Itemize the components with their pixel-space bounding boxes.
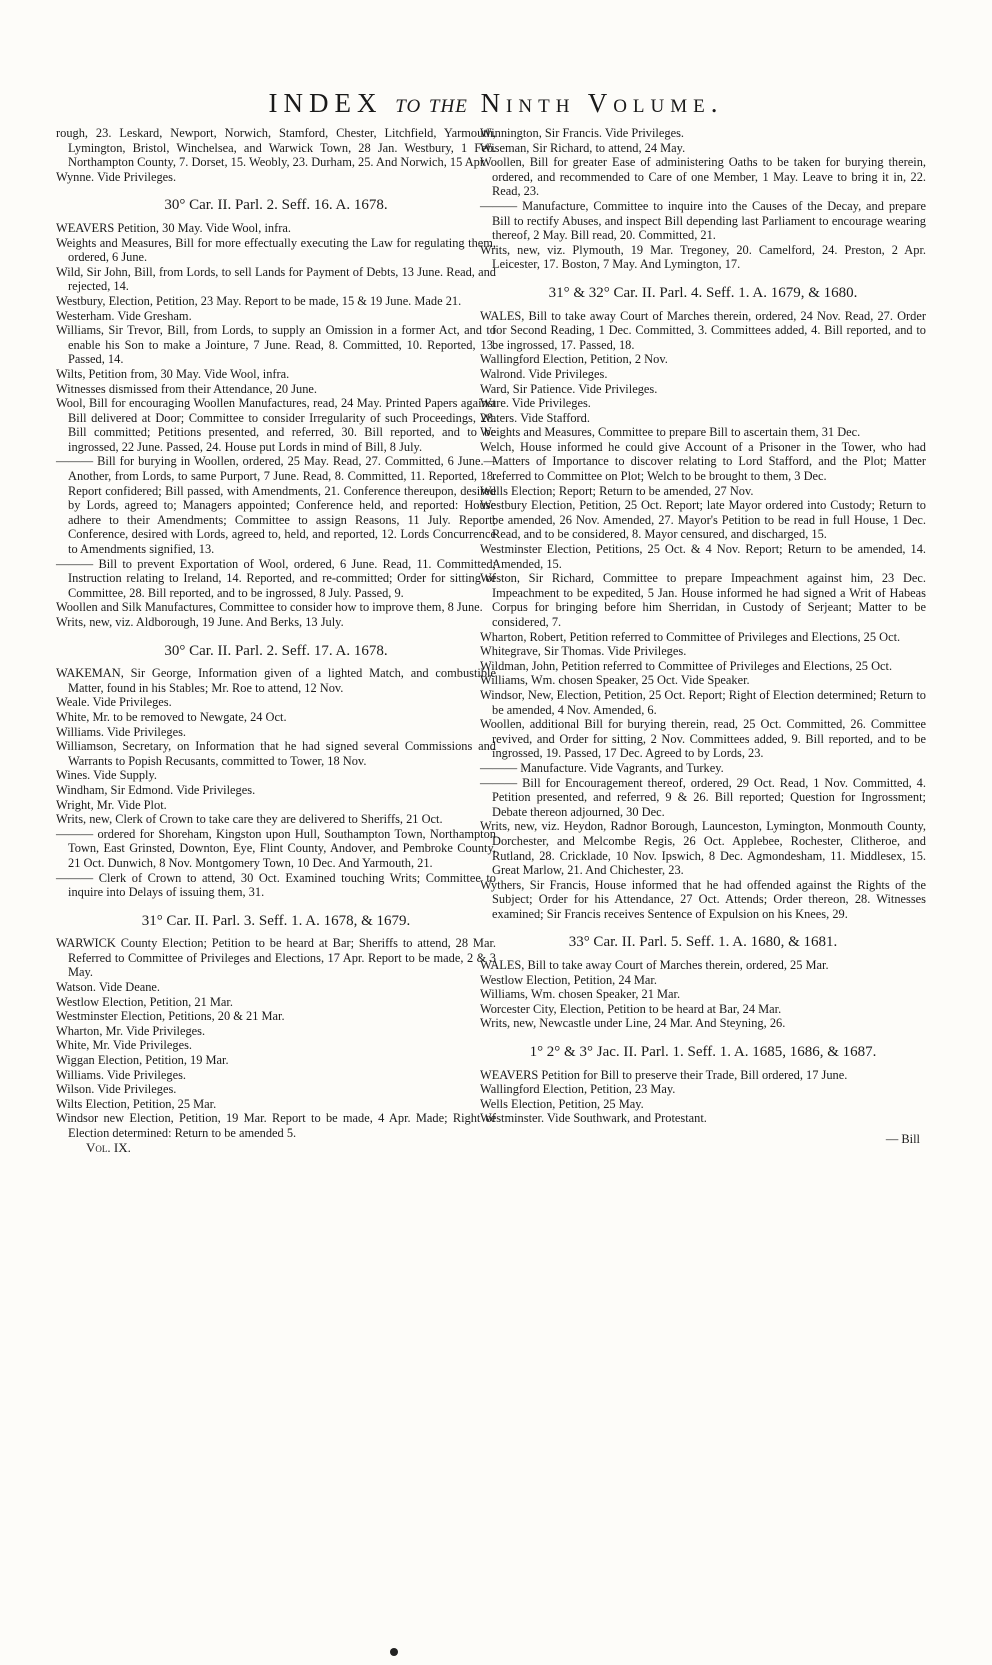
title-to-the: to the xyxy=(395,88,468,118)
index-entry: WEAVERS Petition, 30 May. Vide Wool, infra. xyxy=(56,220,291,235)
index-entry: Ware. Vide Privileges. xyxy=(480,396,591,411)
page-dot-mark xyxy=(390,1648,398,1656)
index-entry: Wiggan Election, Petition, 19 Mar. xyxy=(56,1053,229,1068)
index-entry: WALES, Bill to take away Court of Marches therein, ordered, 24 Nov. Read, 27. Order for Second Reading, 1 Dec. Committed, 3. Committees added, 4. Bill reported, and to be ingrossed, 17. Passed, 18. xyxy=(480,308,926,352)
index-entry: Williams, Sir Trevor, Bill, from Lords, to supply an Omission in a former Act, and to enable his Son to make a Jointure, 7 June. Read, 8. Committed, 10. Reported, 13. Passed, 14. xyxy=(56,323,496,367)
page-title xyxy=(0,88,992,119)
index-entry: Westerham. Vide Gresham. xyxy=(56,308,192,323)
index-subentry: ——— Bill for Encouragement thereof, ordered, 29 Oct. Read, 1 Nov. Committed, 4. Petition presented, and referred, 9 & 26. Bill reported; Question for Ingrossment; Debate thereon adjourned, 30 Dec. xyxy=(480,776,926,820)
index-entry: Wiseman, Sir Richard, to attend, 24 May. xyxy=(480,140,686,155)
index-entry: Writs, new, viz. Aldborough, 19 June. And Berks, 13 July. xyxy=(56,615,344,629)
index-entry: Westbury Election, Petition, 25 Oct. Report; late Mayor ordered into Custody; Return to be amended, 26 Nov. Amended, 27. Mayor's Petition to be read in full House, 1 Dec. Read, and to be considered, 8. Mayor censured, and discharged, 15. xyxy=(480,498,926,542)
index-entry: Williams, Wm. chosen Speaker, 21 Mar. xyxy=(480,987,681,1002)
index-entry: WAKEMAN, Sir George, Information given of a lighted Match, and combustible Matter, found in his Stables; Mr. Roe to attend, 12 Nov. xyxy=(56,666,496,695)
volume-signature: Vol. IX. xyxy=(86,1139,131,1155)
index-entry: Waters. Vide Stafford. xyxy=(480,410,590,425)
catchword: — Bill xyxy=(885,1132,920,1146)
index-entry: WALES, Bill to take away Court of Marches therein, ordered, 25 Mar. xyxy=(480,958,829,973)
index-entry: Wilts, Petition from, 30 May. Vide Wool, infra. xyxy=(56,366,290,381)
index-entry: Westminster Election, Petitions, 20 & 21 Mar. xyxy=(56,1009,285,1024)
index-entry: Winnington, Sir Francis. Vide Privileges. xyxy=(480,126,684,140)
index-entry: Westbury, Election, Petition, 23 May. Report to be made, 15 & 19 June. Made 21. xyxy=(56,293,462,308)
index-entry: Williamson, Secretary, on Information that he had signed several Commissions and Warrants to Popish Recusants, committed to Tower, 18 Nov. xyxy=(56,739,496,768)
section-heading: 33° Car. II. Parl. 5. Seff. 1. A. 1680, & 1681. xyxy=(568,934,838,951)
index-entry: WEAVERS Petition for Bill to preserve their Trade, Bill ordered, 17 June. xyxy=(480,1067,848,1082)
left-column xyxy=(56,126,496,1155)
index-entry: White, Mr. to be removed to Newgate, 24 Oct. xyxy=(56,709,287,724)
index-entry: Westlow Election, Petition, 24 Mar. xyxy=(480,972,657,987)
right-column xyxy=(480,126,926,1147)
index-entry: Weights and Measures, Bill for more effectually executing the Law for regulating them, ordered, 6 June. xyxy=(56,235,496,265)
index-entry: Walrond. Vide Privileges. xyxy=(480,366,608,381)
index-entry: Writs, new, viz. Heydon, Radnor Borough, Launceston, Lymington, Monmouth County, Dorchester, and Melcombe Regis, 26 Oct. Applebee, Rochester, Clitheroe, and Rutland, 28. Cricklade, 10 Nov. Ipswich, 8 Dec. Agmondesham, 11. Middlesex, 15. Great Marlow, 21. And Chichester, 23. xyxy=(480,819,926,878)
index-entry: Wool, Bill for encouraging Woollen Manufactures, read, 24 May. Printed Papers against Bill delivered at Door; Committee to consider Irregularity of such Proceedings, 28. Bill committed; Petitions presented, and referred, 30. Bill reported, and to be ingrossed, 22 June. Passed, 24. House put Lords in mind of Bill, 8 July. xyxy=(56,396,496,454)
index-entry: Writs, new, Clerk of Crown to take care they are delivered to Sheriffs, 21 Oct. xyxy=(56,812,443,827)
index-entry: Watson. Vide Deane. xyxy=(56,980,161,995)
index-entry: Weale. Vide Privileges. xyxy=(56,695,172,710)
index-entry: Wilson. Vide Privileges. xyxy=(56,1082,177,1097)
index-entry: Wynne. Vide Privileges. xyxy=(56,169,177,184)
index-entry: Woollen, Bill for greater Ease of administering Oaths to be taken for burying therein, ordered, and recommended to Care of one Member, 1 May. Leave to bring it in, 22. Read, 23. xyxy=(480,155,926,199)
index-entry: Weights and Measures, Committee to prepare Bill to ascertain them, 31 Dec. xyxy=(480,425,861,440)
index-entry: Windham, Sir Edmond. Vide Privileges. xyxy=(56,782,256,797)
index-entry: Westlow Election, Petition, 21 Mar. xyxy=(56,994,233,1009)
index-entry: Williams. Vide Privileges. xyxy=(56,1067,186,1082)
index-entry: Wild, Sir John, Bill, from Lords, to sell Lands for Payment of Debts, 13 June. Read, and rejected, 14. xyxy=(56,264,496,294)
index-entry: Ward, Sir Patience. Vide Privileges. xyxy=(480,381,658,396)
index-entry: rough, 23. Leskard, Newport, Norwich, Stamford, Chester, Litchfield, Yarmouth, Lymington, Bristol, Winchelsea, and Warwick Town, 28 Jan. Westbury, 1 Feb. Northampton County, 7. Dorset, 15. Weobly, 23. Durham, 25. And Norwich, 15 Apr. xyxy=(56,126,496,170)
index-entry: Welch, House informed he could give Account of a Prisoner in the Tower, who had Matters of Importance to discover relating to Lord Stafford, and the Plot; Matter referred to Committee on Plot; Welch to be brought to them, 3 Dec. xyxy=(480,439,926,484)
index-entry: WARWICK County Election; Petition to be heard at Bar; Sheriffs to attend, 28 Mar. Referred to Committee of Privileges and Elections, 17 Apr. Report to be made, 2 & 3 May. xyxy=(56,936,496,980)
index-entry: Westminster. Vide Southwark, and Protestant. xyxy=(480,1111,707,1126)
index-entry: Wilts Election, Petition, 25 Mar. xyxy=(56,1096,217,1111)
title-index: INDEX xyxy=(268,88,383,118)
index-entry: Wells Election, Petition, 25 May. xyxy=(480,1096,644,1111)
index-entry: Wells Election; Report; Return to be amended, 27 Nov. xyxy=(480,483,754,498)
index-entry: Writs, new, viz. Plymouth, 19 Mar. Tregoney, 20. Camelford, 24. Preston, 2 Apr. Leicester, 17. Boston, 7 May. And Lymington, 17. xyxy=(480,242,926,272)
index-entry: White, Mr. Vide Privileges. xyxy=(56,1038,192,1053)
section-heading: 30° Car. II. Parl. 2. Seff. 16. A. 1678. xyxy=(164,197,388,214)
index-entry: Wharton, Robert, Petition referred to Committee of Privileges and Elections, 25 Oct. xyxy=(480,629,901,644)
title-volume: Ninth Volume. xyxy=(480,88,724,118)
section-heading: 30° Car. II. Parl. 2. Seff. 17. A. 1678. xyxy=(164,642,388,659)
index-subentry: ——— Clerk of Crown to attend, 30 Oct. Examined touching Writs; Committee to inquire into Delays of issuing them, 31. xyxy=(56,871,496,900)
index-entry: Wallingford Election, Petition, 2 Nov. xyxy=(480,352,668,367)
index-entry: Wharton, Mr. Vide Privileges. xyxy=(56,1023,206,1038)
index-subentry: ——— Manufacture, Committee to inquire into the Causes of the Decay, and prepare Bill to rectify Abuses, and inspect Bill depending last Parliament to encourage wearing thereof, 2 May. Bill read, 20. Committed, 21. xyxy=(480,199,926,243)
index-subentry: ——— ordered for Shoreham, Kingston upon Hull, Southampton Town, Northampton Town, East Grinsted, Downton, Eye, Flint County, Andover, and Pembroke County, 21 Oct. Dunwich, 8 Nov. Montgomery Town, 10 Dec. And Yarmouth, 21. xyxy=(56,827,496,871)
index-entry: Westminster Election, Petitions, 25 Oct. & 4 Nov. Report; Return to be amended, 14. Amended, 15. xyxy=(480,542,926,571)
index-entry: Windsor new Election, Petition, 19 Mar. Report to be made, 4 Apr. Made; Right of Election determined: Return to be amended 5. xyxy=(56,1111,496,1140)
index-entry: Wythers, Sir Francis, House informed that he had offended against the Rights of the Subject; Order for his Attendance, 27 Oct. Attends; Order thereon, 28. Witnesses examined; Sir Francis receives Sentence of Expulsion on his Knees, 29. xyxy=(480,877,926,921)
index-entry: Wallingford Election, Petition, 23 May. xyxy=(480,1082,676,1097)
index-entry: Windsor, New, Election, Petition, 25 Oct. Report; Right of Election determined; Return to be amended, 4 Nov. Amended, 6. xyxy=(480,687,926,717)
index-subentry: ——— Manufacture. Vide Vagrants, and Turkey. xyxy=(480,761,926,776)
section-heading: 31° Car. II. Parl. 3. Seff. 1. A. 1678, & 1679. xyxy=(141,912,411,929)
section-heading: 1° 2° & 3° Jac. II. Parl. 1. Seff. 1. A. 1685, 1686, & 1687. xyxy=(529,1044,877,1061)
index-entry: Worcester City, Election, Petition to be heard at Bar, 24 Mar. xyxy=(480,1001,782,1016)
index-entry: Woollen, additional Bill for burying therein, read, 25 Oct. Committed, 26. Committee revived, and Order for sitting, 2 Nov. Committees added, 9. Bill reported, and to be ingrossed, 19. Passed, 17 Dec. Agreed to by Lords, 23. xyxy=(480,717,926,761)
index-entry: Williams, Wm. chosen Speaker, 25 Oct. Vide Speaker. xyxy=(480,673,750,688)
index-entry: Witnesses dismissed from their Attendance, 20 June. xyxy=(56,381,318,396)
index-entry: Whitegrave, Sir Thomas. Vide Privileges. xyxy=(480,644,687,659)
index-entry: Wines. Vide Supply. xyxy=(56,768,157,783)
index-entry: Writs, new, Newcastle under Line, 24 Mar. And Steyning, 26. xyxy=(480,1016,786,1031)
section-heading: 31° & 32° Car. II. Parl. 4. Seff. 1. A. 1679, & 1680. xyxy=(548,284,858,301)
index-entry: Wildman, John, Petition referred to Committee of Privileges and Elections, 25 Oct. xyxy=(480,658,893,673)
index-entry: Weston, Sir Richard, Committee to prepare Impeachment against him, 23 Dec. Impeachment to be expedited, 5 Jan. House informed he had signed a Writ of Habeas Corpus for bringing before him Sherridan, in Custody of Serjeant; Matter to be considered, 7. xyxy=(480,571,926,629)
index-subentry: ——— Bill to prevent Exportation of Wool, ordered, 6 June. Read, 11. Committed; Instruction relating to Ireland, 14. Reported, and re-committed; Order for sitting of Committee, 28. Bill reported, and to be ingrossed, 8 July. Passed, 9. xyxy=(56,557,496,601)
index-entry: Wright, Mr. Vide Plot. xyxy=(56,797,167,812)
index-entry: Woollen and Silk Manufactures, Committee to consider how to improve them, 8 June. xyxy=(56,600,483,615)
index-entry: Williams. Vide Privileges. xyxy=(56,724,186,739)
index-subentry: ——— Bill for burying in Woollen, ordered, 25 May. Read, 27. Committed, 6 June.—Another, from Lords, to same Purport, 7 June. Read, 8. Committed, 11. Reported, 18. Report confidered; Bill passed, with Amendments, 21. Conference thereupon, desired by Lords, agreed to; Managers appointed; Conference held, and reported: House adhere to their Amendments; Committee to assign Reasons, 11 July. Report; Conference, desired with Lords, agreed to, held, and reported, 12. Lords Concurrence to Amendments signified, 13. xyxy=(56,454,496,556)
